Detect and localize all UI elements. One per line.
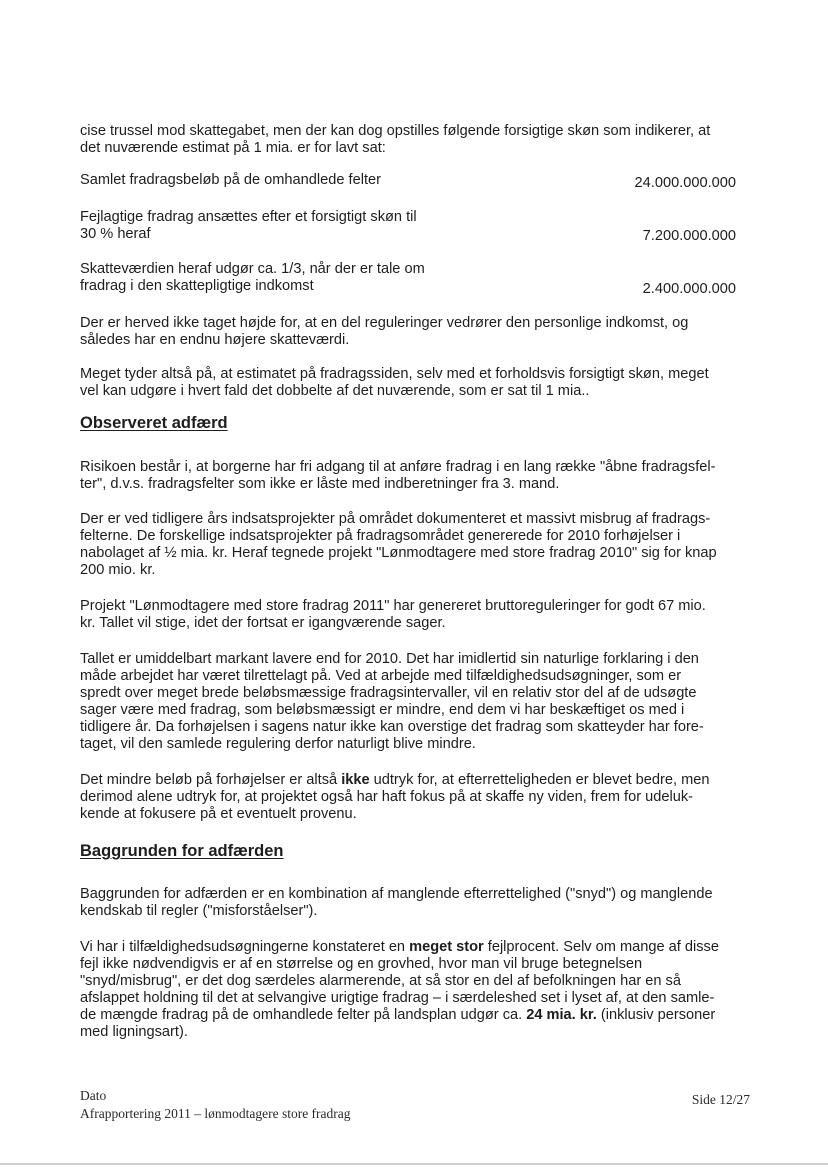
estimate-label-line: Samlet fradragsbeløb på de omhandlede felter: [80, 172, 381, 188]
section-heading-background: Baggrunden for adfærden: [80, 842, 284, 860]
text-line: Der er ved tidligere års indsatsprojekter på området dokumenteret et massivt misbrug af fradrags-: [80, 511, 711, 527]
text-line: afslappet holdning til det at selvangive urigtige fradrag – i særdeleshed set i lyset af, at den samle-: [80, 990, 715, 1006]
text-line: kr. Tallet vil stige, idet der fortsat er igangværende sager.: [80, 615, 446, 631]
text-line: med ligningsart).: [80, 1024, 188, 1040]
text-line: [80, 939, 752, 956]
estimate-label-line: Fejlagtige fradrag ansættes efter et forsigtigt skøn til: [80, 209, 417, 225]
estimate-label-line: Skatteværdien heraf udgør ca. 1/3, når der er tale om: [80, 261, 425, 277]
estimate-label: [80, 172, 381, 189]
footer-date-label: Dato: [80, 1088, 107, 1103]
paragraph: [80, 939, 752, 1041]
text-line: Meget tyder altså på, at estimatet på fradragssiden, selv med et forholdsvis forsigtigt skøn, meget: [80, 366, 709, 382]
estimate-value: 2.400.000.000: [642, 281, 736, 297]
intro-paragraph: [80, 123, 752, 157]
text-line: "snyd/misbrug", er det dog særdeles alarmerende, at så stor en del af befolkningen har en så: [80, 973, 681, 989]
emphasis-text: meget stor: [409, 939, 484, 955]
text-line: kende at fokusere på et eventuelt provenu.: [80, 806, 357, 822]
text-line: tidligere år. Da forhøjelsen i sagens natur ikke kan overstige det fradrag som skatteyder har fore-: [80, 719, 704, 735]
footer-page-number: Side 12/27: [691, 1092, 750, 1107]
text-line: [80, 1007, 752, 1024]
text-line: felterne. De forskellige indsatsprojekter på fradragsområdet genererede for 2010 forhøjelser i: [80, 528, 681, 544]
emphasis-text: 24 mia. kr.: [526, 1007, 597, 1023]
estimate-label: [80, 209, 417, 243]
text-run: (inklusiv personer: [596, 1007, 716, 1023]
text-line: Tallet er umiddelbart markant lavere end for 2010. Det har imidlertid sin naturlige forklaring i den: [80, 651, 699, 667]
text-line: 200 mio. kr.: [80, 562, 156, 578]
text-run: udtryk for, at efterretteligheden er blevet bedre, men: [369, 772, 710, 788]
paragraph: [80, 598, 752, 632]
paragraph: [80, 315, 752, 349]
estimate-value: 7.200.000.000: [642, 228, 736, 244]
estimate-value: 24.000.000.000: [634, 175, 736, 191]
text-line: vel kan udgøre i hvert fald det dobbelte af det nuværende, som er sat til 1 mia..: [80, 383, 590, 399]
text-line: taget, vil den samlede regulering derfor naturligt blive mindre.: [80, 736, 476, 752]
paragraph: [80, 651, 752, 753]
text-line: Der er herved ikke taget højde for, at en del reguleringer vedrører den personlige indkomst, og: [80, 315, 689, 331]
text-run: fejlprocent. Selv om mange af disse: [483, 939, 719, 955]
intro-line-1: cise trussel mod skattegabet, men der kan dog opstilles følgende forsigtige skøn som indikerer, at: [80, 123, 711, 139]
text-line: ter", d.v.s. fradragsfelter som ikke er låste med indberetninger fra 3. mand.: [80, 476, 560, 492]
scan-edge-divider: [0, 1163, 828, 1165]
text-line: Baggrunden for adfærden er en kombination af manglende efterrettelighed ("snyd") og manglende: [80, 886, 713, 902]
paragraph: [80, 772, 752, 823]
paragraph: [80, 459, 752, 493]
intro-line-2: det nuværende estimat på 1 mia. er for lavt sat:: [80, 140, 386, 156]
text-line: nabolaget af ½ mia. kr. Heraf tegnede projekt "Lønmodtagere med store fradrag 2010" sig for knap: [80, 545, 717, 561]
paragraph: [80, 886, 752, 920]
text-line: måde arbejdet har været tilrettelagt på. Ved at arbejde med tilfældighedsudsøgninger, som er: [80, 668, 682, 684]
text-run: Vi har i tilfældighedsudsøgningerne konstateret en: [80, 939, 410, 955]
text-line: således har en endnu højere skatteværdi.: [80, 332, 350, 348]
emphasis-text: ikke: [341, 772, 370, 788]
text-line: Projekt "Lønmodtagere med store fradrag 2011" har genereret bruttoreguleringer for godt 67 mio.: [80, 598, 706, 614]
text-run: de mængde fradrag på de omhandlede felter på landsplan udgør ca.: [80, 1007, 527, 1023]
footer-report-title: Afrapportering 2011 – lønmodtagere store fradrag: [80, 1106, 351, 1121]
text-line: Risikoen består i, at borgerne har fri adgang til at anføre fradrag i en lang række "åbne fradragsfel-: [80, 459, 716, 475]
text-line: fejl ikke nødvendigvis er af en størrelse og en grovhed, hvor man vil bruge betegnelsen: [80, 956, 643, 972]
footer-left: [80, 1087, 351, 1123]
text-line: derimod alene udtryk for, at projektet også har haft fokus på at skaffe ny viden, frem for udeluk-: [80, 789, 694, 805]
paragraph: [80, 366, 752, 400]
section-heading-observed-behavior: Observeret adfærd: [80, 414, 228, 432]
paragraph: [80, 511, 752, 579]
estimate-label-line: fradrag i den skattepligtige indkomst: [80, 278, 314, 294]
text-line: [80, 772, 752, 789]
text-line: spredt over meget brede beløbsmæssige fradragsintervaller, vil en relativ stor del af de udsøgte: [80, 685, 697, 701]
text-run: Det mindre beløb på forhøjelser er altså: [80, 772, 342, 788]
text-line: sager være med fradrag, som beløbsmæssigt er mindre, end dem vi har beskæftiget os med i: [80, 702, 685, 718]
estimate-label-line: 30 % heraf: [80, 226, 151, 242]
text-line: kendskab til regler ("misforståelser").: [80, 903, 318, 919]
estimate-label: [80, 261, 425, 295]
